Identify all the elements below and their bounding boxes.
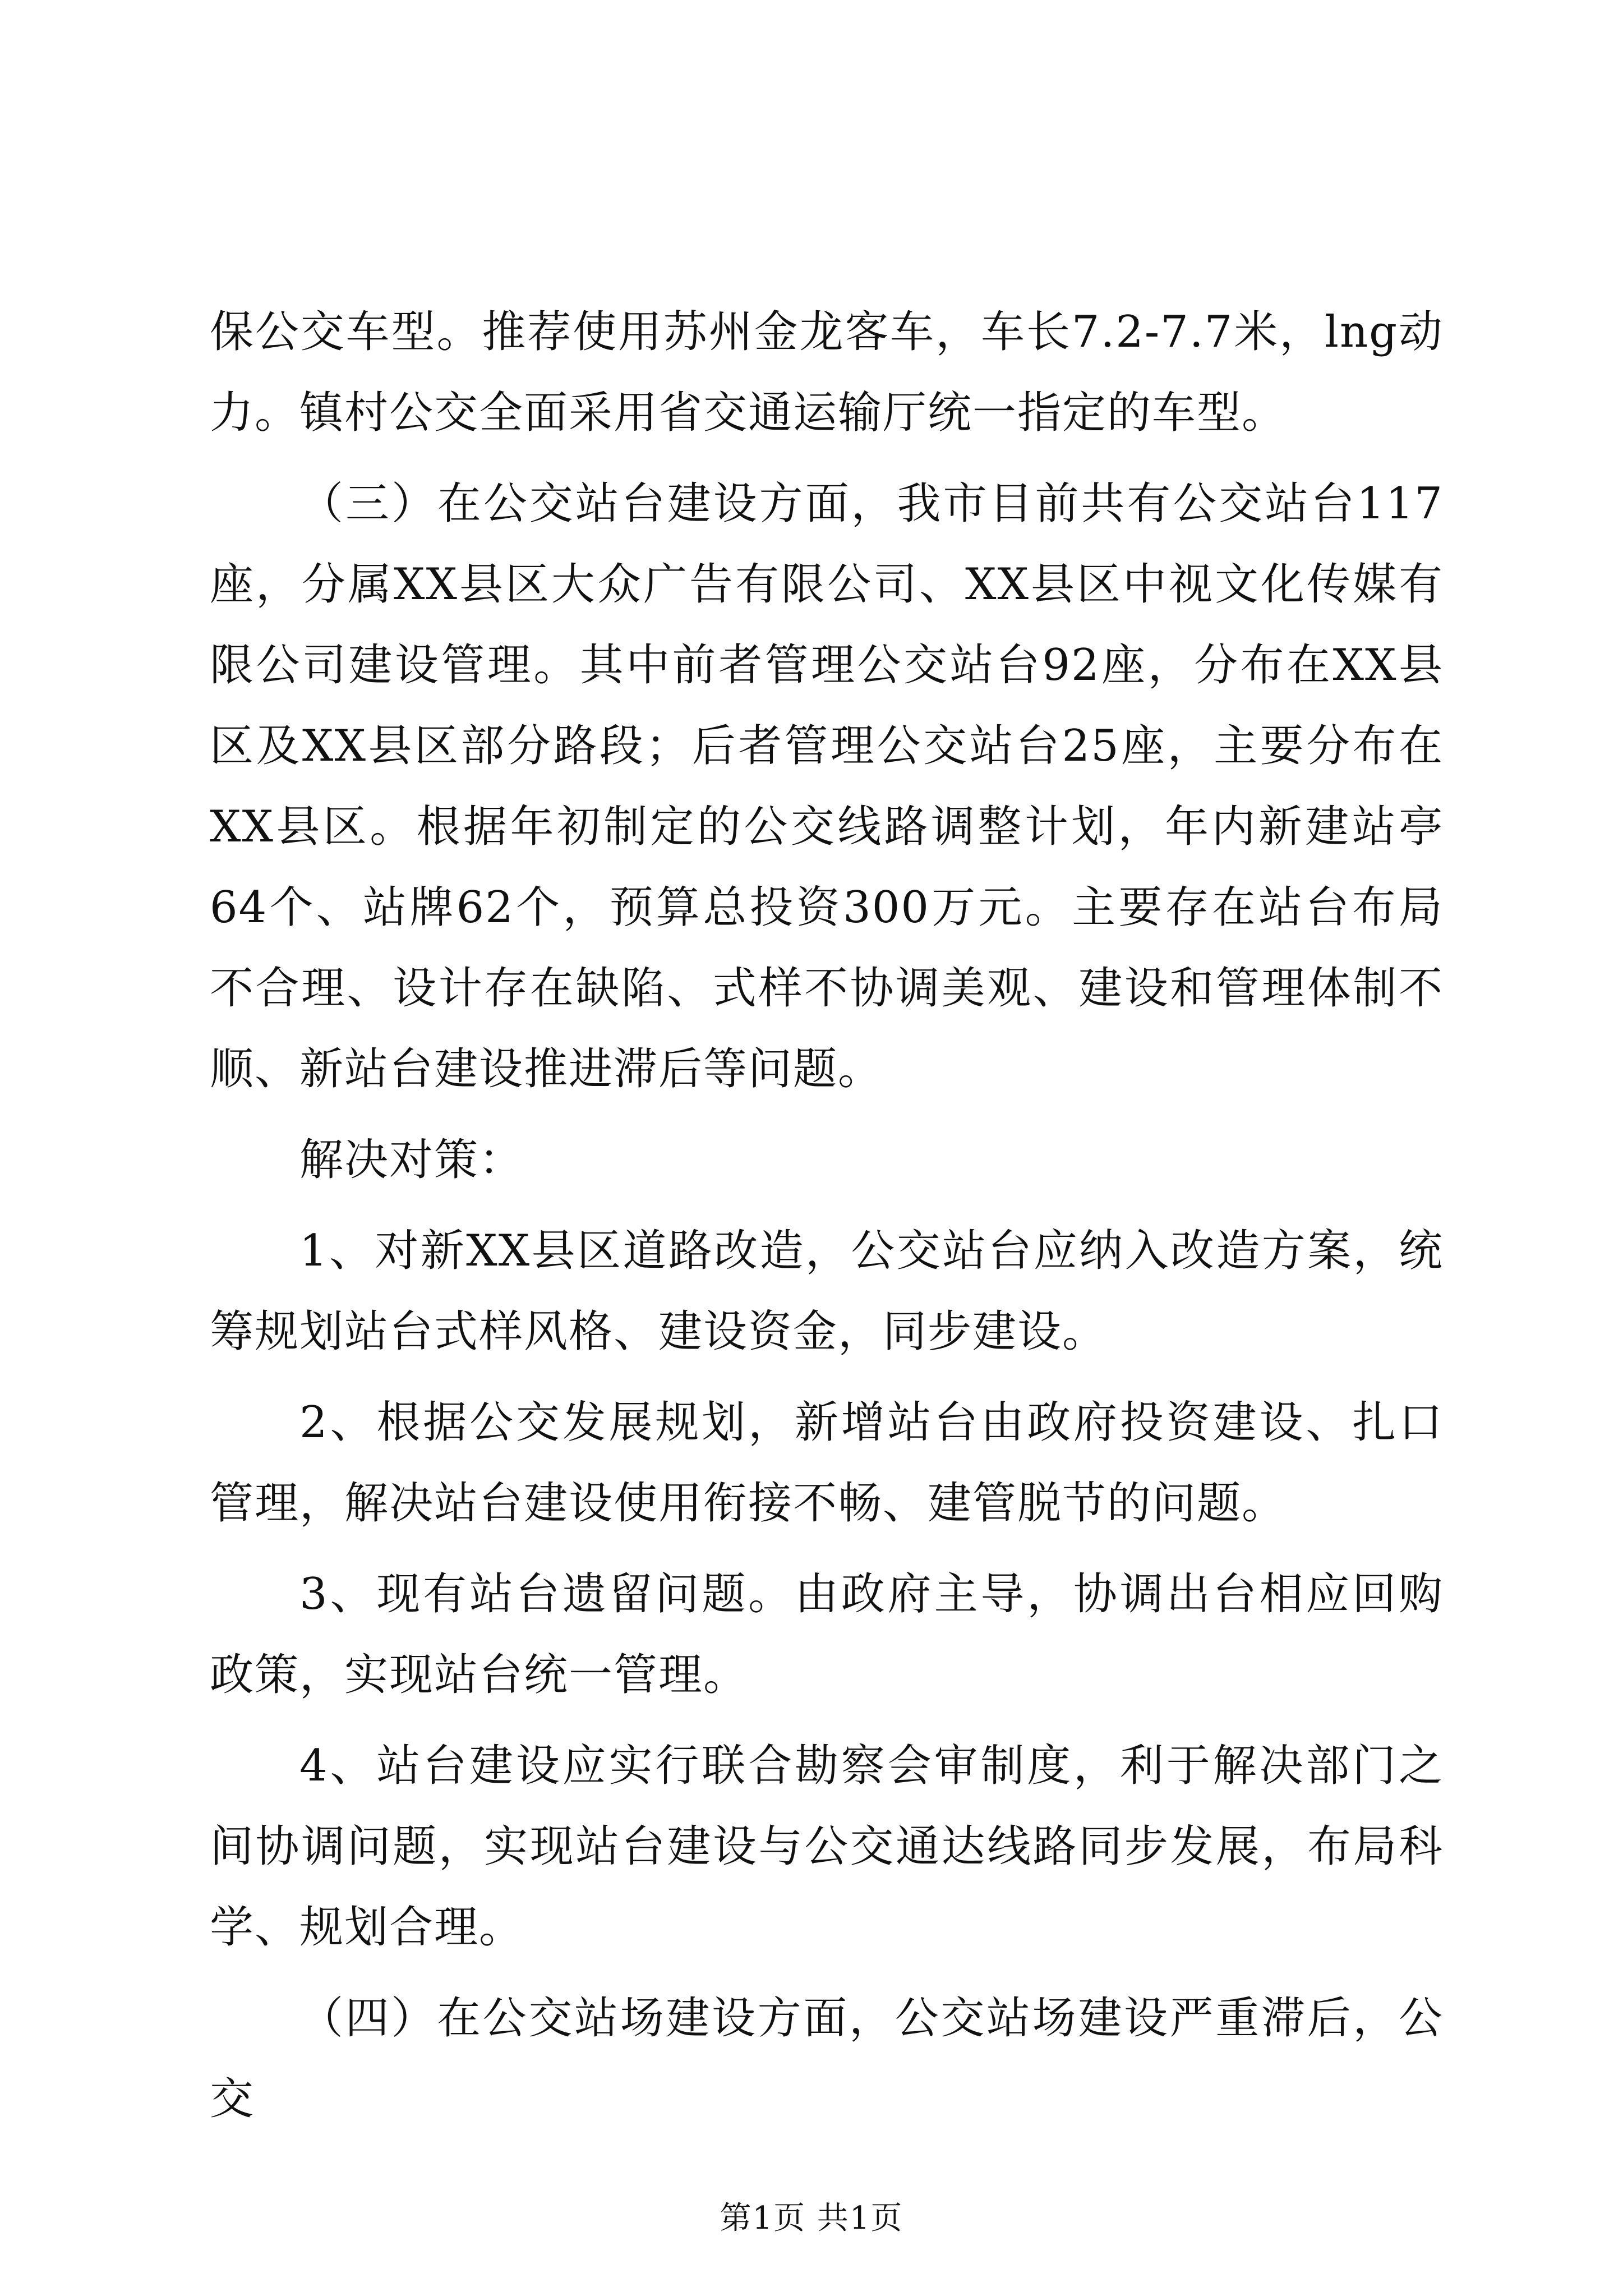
paragraph-solution-3: 3、现有站台遗留问题。由政府主导，协调出台相应回购政策，实现站台统一管理。 [210, 1569, 1444, 1700]
paragraph-continued-vehicle-type: 保公交车型。推荐使用苏州金龙客车，车长7.2-7.7米，lng动力。镇村公交全面采用省交通运输厅统一指定的车型。 [210, 307, 1444, 438]
document-body [210, 292, 1444, 2139]
paragraph-solution-1: 1、对新XX县区道路改造，公交站台应纳入改造方案，统筹规划站台式样风格、建设资金，同步建设。 [210, 1226, 1444, 1357]
paragraph-bus-station-construction: （四）在公交站场建设方面，公交站场建设严重滞后，公交 [210, 1993, 1444, 2124]
page-footer [0, 2199, 1623, 2238]
paragraph-solution-2: 2、根据公交发展规划，新增站台由政府投资建设、扎口管理，解决站台建设使用衔接不畅、建管脱节的问题。 [210, 1397, 1444, 1529]
page-number-label: 第1页 共1页 [720, 2200, 903, 2237]
paragraph-bus-stop-construction: （三）在公交站台建设方面，我市目前共有公交站台117座，分属XX县区大众广告有限公司、XX县区中视文化传媒有限公司建设管理。其中前者管理公交站台92座，分布在XX县区及XX县区部分路段；后者管理公交站台25座，主要分布在XX县区。根据年初制定的公交线路调整计划，年内新建站亭64个、站牌62个，预算总投资300万元。主要存在站台布局不合理、设计存在缺陷、式样不协调美观、建设和管理体制不顺、新站台建设推进滞后等问题。 [210, 478, 1444, 1094]
paragraph-solutions-heading: 解决对策： [299, 1135, 524, 1185]
paragraph-solution-4: 4、站台建设应实行联合勘察会审制度，利于解决部门之间协调问题，实现站台建设与公交通达线路同步发展，布局科学、规划合理。 [210, 1741, 1444, 1953]
